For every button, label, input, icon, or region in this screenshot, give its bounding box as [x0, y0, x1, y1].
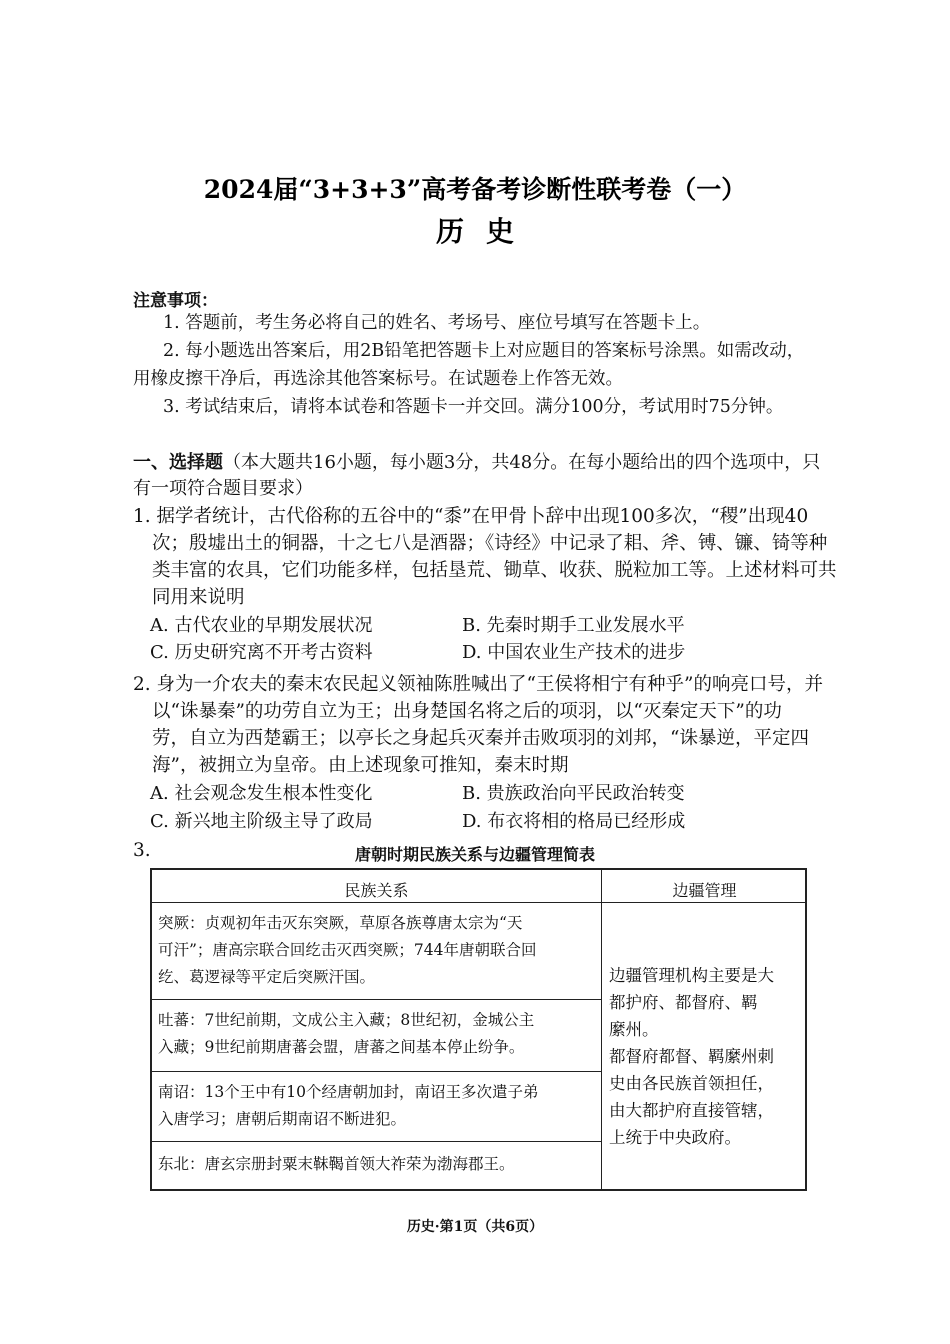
notice-heading: 注意事项： [133, 291, 218, 311]
q2-line-1: 2. 身为一介农夫的秦末农民起义领袖陈胜喊出了“王侯将相宁有种乎”的响亮口号，并 [133, 674, 823, 695]
table-row-divider [152, 1141, 601, 1142]
q3-table [150, 868, 807, 1191]
q2-option-b[interactable]: B. 贵族政治向平民政治转变 [462, 783, 685, 804]
cell-line: 上统于中央政府。 [609, 1128, 741, 1147]
q2-option-c[interactable]: C. 新兴地主阶级主导了政局 [150, 811, 373, 832]
q1-line-4: 同用来说明 [152, 587, 245, 608]
cell-line: 突厥：贞观初年击灭东突厥，草原各族尊唐太宗为“天 [158, 914, 523, 932]
cell-line: 东北：唐玄宗册封粟末靺鞨首领大祚荣为渤海郡王。 [158, 1155, 515, 1173]
q1-option-c[interactable]: C. 历史研究离不开考古资料 [150, 642, 373, 663]
cell-line: 吐蕃：7世纪前期，文成公主入藏；8世纪初，金城公主 [158, 1011, 535, 1029]
cell-line: 可汗”；唐高宗联合回纥击灭西突厥；744年唐朝联合回 [158, 941, 537, 959]
notice-line-4: 3. 考试结束后，请将本试卷和答题卡一并交回。满分100分，考试用时75分钟。 [163, 397, 784, 417]
subject-title: 历史 [435, 215, 536, 248]
section-heading [133, 449, 820, 477]
q1-option-b[interactable]: B. 先秦时期手工业发展水平 [462, 615, 685, 636]
cell-line: 史由各民族首领担任， [609, 1074, 774, 1093]
cell-line: 南诏：13个王中有10个经唐朝加封，南诏王多次遣子弟 [158, 1083, 539, 1101]
table-cell-nanzhao [158, 1079, 538, 1133]
section-desc-1: （本大题共16小题，每小题3分，共48分。在每小题给出的四个选项中，只 [223, 452, 821, 473]
cell-line: 縻州。 [609, 1020, 659, 1039]
cell-line: 入唐学习；唐朝后期南诏不断进犯。 [158, 1110, 407, 1128]
q2-line-3: 劳，自立为西楚霸王；以亭长之身起兵灭秦并击败项羽的刘邦，“诛暴逆，平定四 [152, 728, 809, 749]
table-cell-frontier-management [609, 962, 774, 1151]
table-row-divider [152, 1071, 601, 1072]
section-desc-2: 有一项符合题目要求） [133, 478, 313, 499]
notice-line-1: 1. 答题前，考生务必将自己的姓名、考场号、座位号填写在答题卡上。 [163, 313, 711, 333]
cell-line: 纥、葛逻禄等平定后突厥汗国。 [158, 968, 376, 986]
table-header-divider [152, 902, 805, 903]
exam-title: 2024届“3+3+3”高考备考诊断性联考卷（一） [203, 175, 747, 204]
q2-line-4: 海”，被拥立为皇帝。由上述现象可推知，秦末时期 [152, 755, 569, 776]
q1-option-a[interactable]: A. 古代农业的早期发展状况 [150, 615, 373, 636]
table-header-ethnic: 民族关系 [344, 881, 409, 900]
q2-line-2: 以“诛暴秦”的功劳自立为王；出身楚国名将之后的项羽，以“灭秦定天下”的功 [152, 701, 782, 722]
q2-option-a[interactable]: A. 社会观念发生根本性变化 [150, 783, 373, 804]
notice-line-3: 用橡皮擦干净后，再选涂其他答案标号。在试题卷上作答无效。 [133, 369, 623, 389]
cell-line: 都护府、都督府、羁 [609, 993, 758, 1012]
page-footer: 历史·第1页（共6页） [406, 1219, 544, 1235]
cell-line: 边疆管理机构主要是大 [609, 966, 774, 985]
table-cell-turks [158, 910, 537, 991]
cell-line: 入藏；9世纪前期唐蕃会盟，唐蕃之间基本停止纷争。 [158, 1038, 525, 1056]
table-header-frontier: 边疆管理 [672, 881, 737, 900]
table-cell-northeast [158, 1151, 515, 1178]
section-label: 一、选择题 [133, 452, 223, 473]
cell-line: 由大都护府直接管辖， [609, 1101, 774, 1120]
q1-line-2: 次；殷墟出土的铜器，十之七八是酒器；《诗经》中记录了耜、斧、镈、镰、锜等种 [152, 533, 828, 554]
q3-table-title: 唐朝时期民族关系与边疆管理简表 [354, 845, 595, 864]
notice-line-2: 2. 每小题选出答案后，用2B铅笔把答题卡上对应题目的答案标号涂黑。如需改动， [163, 341, 805, 361]
q3-number: 3. [133, 840, 151, 861]
q1-line-1: 1. 据学者统计，古代俗称的五谷中的“黍”在甲骨卜辞中出现100多次，“稷”出现40 [133, 506, 809, 527]
q2-option-d[interactable]: D. 布衣将相的格局已经形成 [462, 811, 686, 832]
cell-line: 都督府都督、羁縻州刺 [609, 1047, 774, 1066]
q1-option-d[interactable]: D. 中国农业生产技术的进步 [462, 642, 686, 663]
table-row-divider [152, 999, 601, 1000]
table-cell-tubo [158, 1007, 534, 1061]
table-divider-vertical [601, 870, 602, 1189]
q1-line-3: 类丰富的农具，它们功能多样，包括垦荒、锄草、收获、脱粒加工等。上述材料可共 [152, 560, 837, 581]
